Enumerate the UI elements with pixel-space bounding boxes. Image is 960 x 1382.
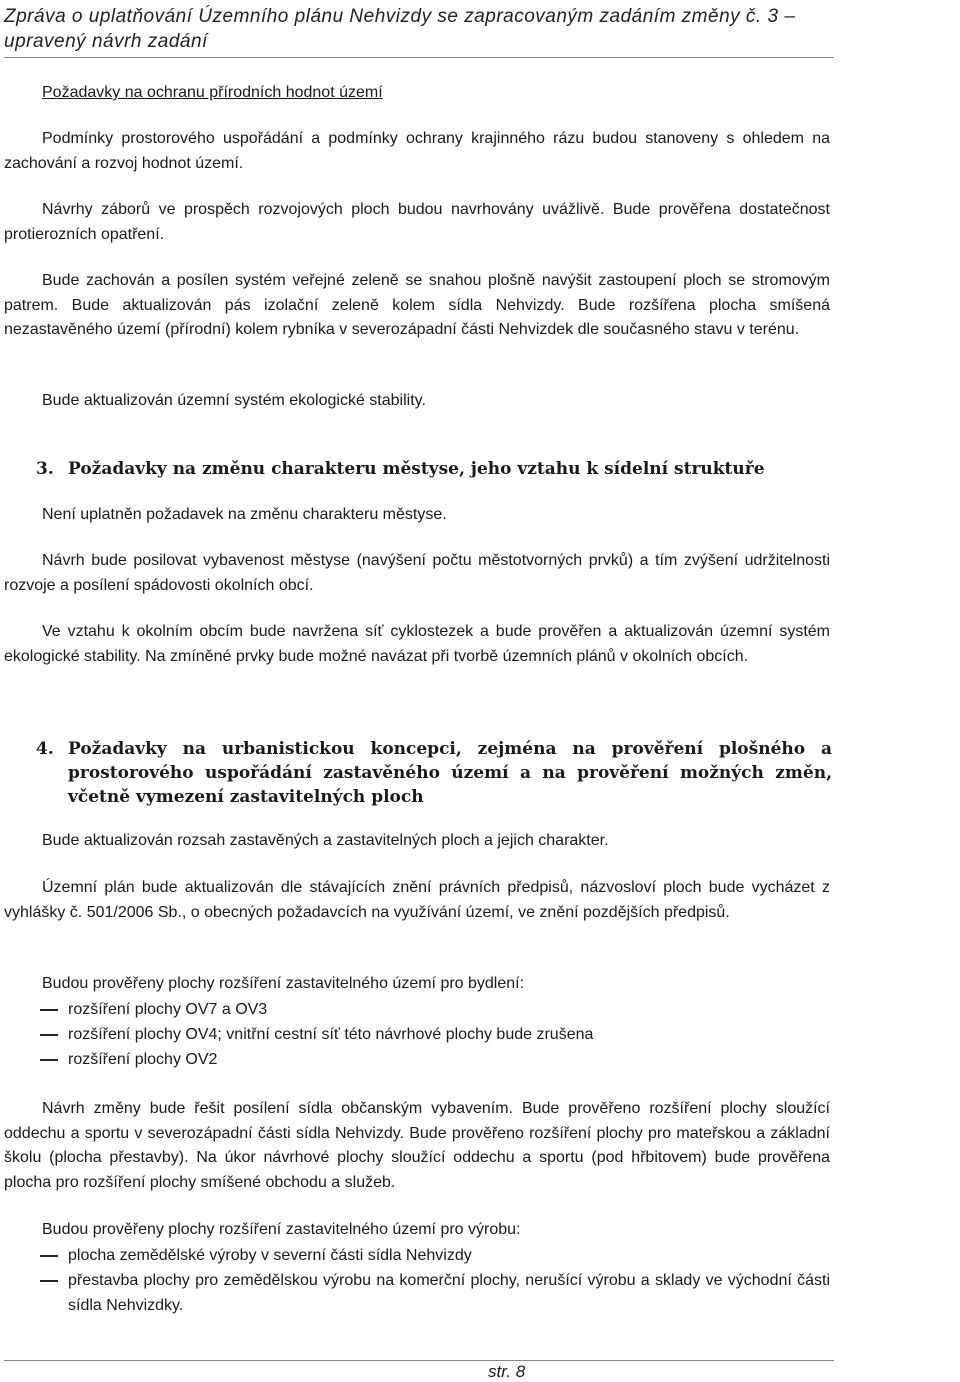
section-4-heading [36,737,832,809]
header-divider [4,57,834,58]
paragraph: Územní plán bude aktualizován dle stávajících znění právních předpisů, názvosloví ploch bude vycházet z vyhlášky č. 501/2006 Sb., o obecných požadavcích na využívání území, ve znění pozdějších předpisů. [4,879,830,921]
paragraph: Návrh změny bude řešit posílení sídla občanským vybavením. Bude prověřeno rozšíření plochy sloužící oddechu a sportu v severozápadní části sídla Nehvizdy. Bude prověřeno rozšíření plochy pro mateřskou a základní školu (plocha přestavby). Na úkor návrhové plochy sloužící oddechu a sportu (pod hřbitovem) bude prověřena plocha pro rozšíření plochy smíšené obchodu a služeb. [4,1100,830,1191]
section-number: 3. [36,459,54,479]
paragraph: Není uplatněn požadavek na změnu charakteru městyse. [42,506,447,523]
paragraph: Bude zachován a posílen systém veřejné zeleně se snahou plošně navýšit zastoupení ploch se stromovým patrem. Bude aktualizován pás izolační zeleně kolem sídla Nehvizdy. Bude rozšířena plocha smíšená nezastavěného území (přírodní) kolem rybníka v severozápadní části Nehvizdek dle současného stavu v terénu. [4,272,830,338]
section-title: Požadavky na urbanistickou koncepci, zejména na prověření plošného a prostorového uspořádání zastavěného území a na prověření možných změn, včetně vymezení zastavitelných ploch [68,739,832,807]
page-header: Zpráva o uplatňování Územního plánu Nehvizdy se zapracovaným zadáním změny č. 3 – upravený návrh zadání [4,6,796,52]
list-item: plocha zemědělské výroby v severní části sídla Nehvizdy [40,1243,830,1268]
paragraph: Budou prověřeny plochy rozšíření zastavitelného území pro výrobu: [42,1221,521,1238]
dash-bullet [40,1059,58,1061]
list-item: přestavba plochy pro zemědělskou výrobu na komerční plochy, nerušící výrobu a sklady ve východní části sídla Nehvizdky. [40,1268,830,1318]
dash-bullet [40,1034,58,1036]
paragraph: Budou prověřeny plochy rozšíření zastavitelného území pro bydlení: [42,975,525,992]
section-title: Požadavky na změnu charakteru městyse, jeho vztahu k sídelní struktuře [68,459,765,479]
page-number: str. 8 [488,1362,526,1381]
list-item: rozšíření plochy OV4; vnitřní cestní síť této návrhové plochy bude zrušena [40,1022,830,1047]
list-housing [40,997,830,1072]
paragraph: Bude aktualizován rozsah zastavěných a zastavitelných ploch a jejich charakter. [42,832,609,849]
list-item: rozšíření plochy OV7 a OV3 [40,997,830,1022]
dash-bullet [40,1280,58,1282]
dash-bullet [40,1255,58,1257]
paragraph: Ve vztahu k okolním obcím bude navržena síť cyklostezek a bude prověřen a aktualizován územní systém ekologické stability. Na zmíněné prvky bude možné navázat při tvorbě územních plánů v okolních obcích. [4,623,830,665]
list-item: rozšíření plochy OV2 [40,1047,830,1072]
paragraph: Návrhy záborů ve prospěch rozvojových ploch budou navrhovány uvážlivě. Bude prověřena dostatečnost protierozních opatření. [4,201,830,243]
section-number: 4. [36,739,54,759]
list-production [40,1243,830,1318]
sub-heading-nature: Požadavky na ochranu přírodních hodnot území [42,84,383,101]
footer-divider [4,1360,834,1361]
dash-bullet [40,1009,58,1011]
paragraph: Bude aktualizován územní systém ekologické stability. [42,392,426,409]
paragraph: Podmínky prostorového uspořádání a podmínky ochrany krajinného rázu budou stanoveny s ohledem na zachování a rozvoj hodnot území. [4,130,830,172]
section-3-heading [36,457,832,481]
paragraph: Návrh bude posilovat vybavenost městyse (navýšení počtu městotvorných prvků) a tím zvýšení udržitelnosti rozvoje a posílení spádovosti okolních obcí. [4,552,830,594]
